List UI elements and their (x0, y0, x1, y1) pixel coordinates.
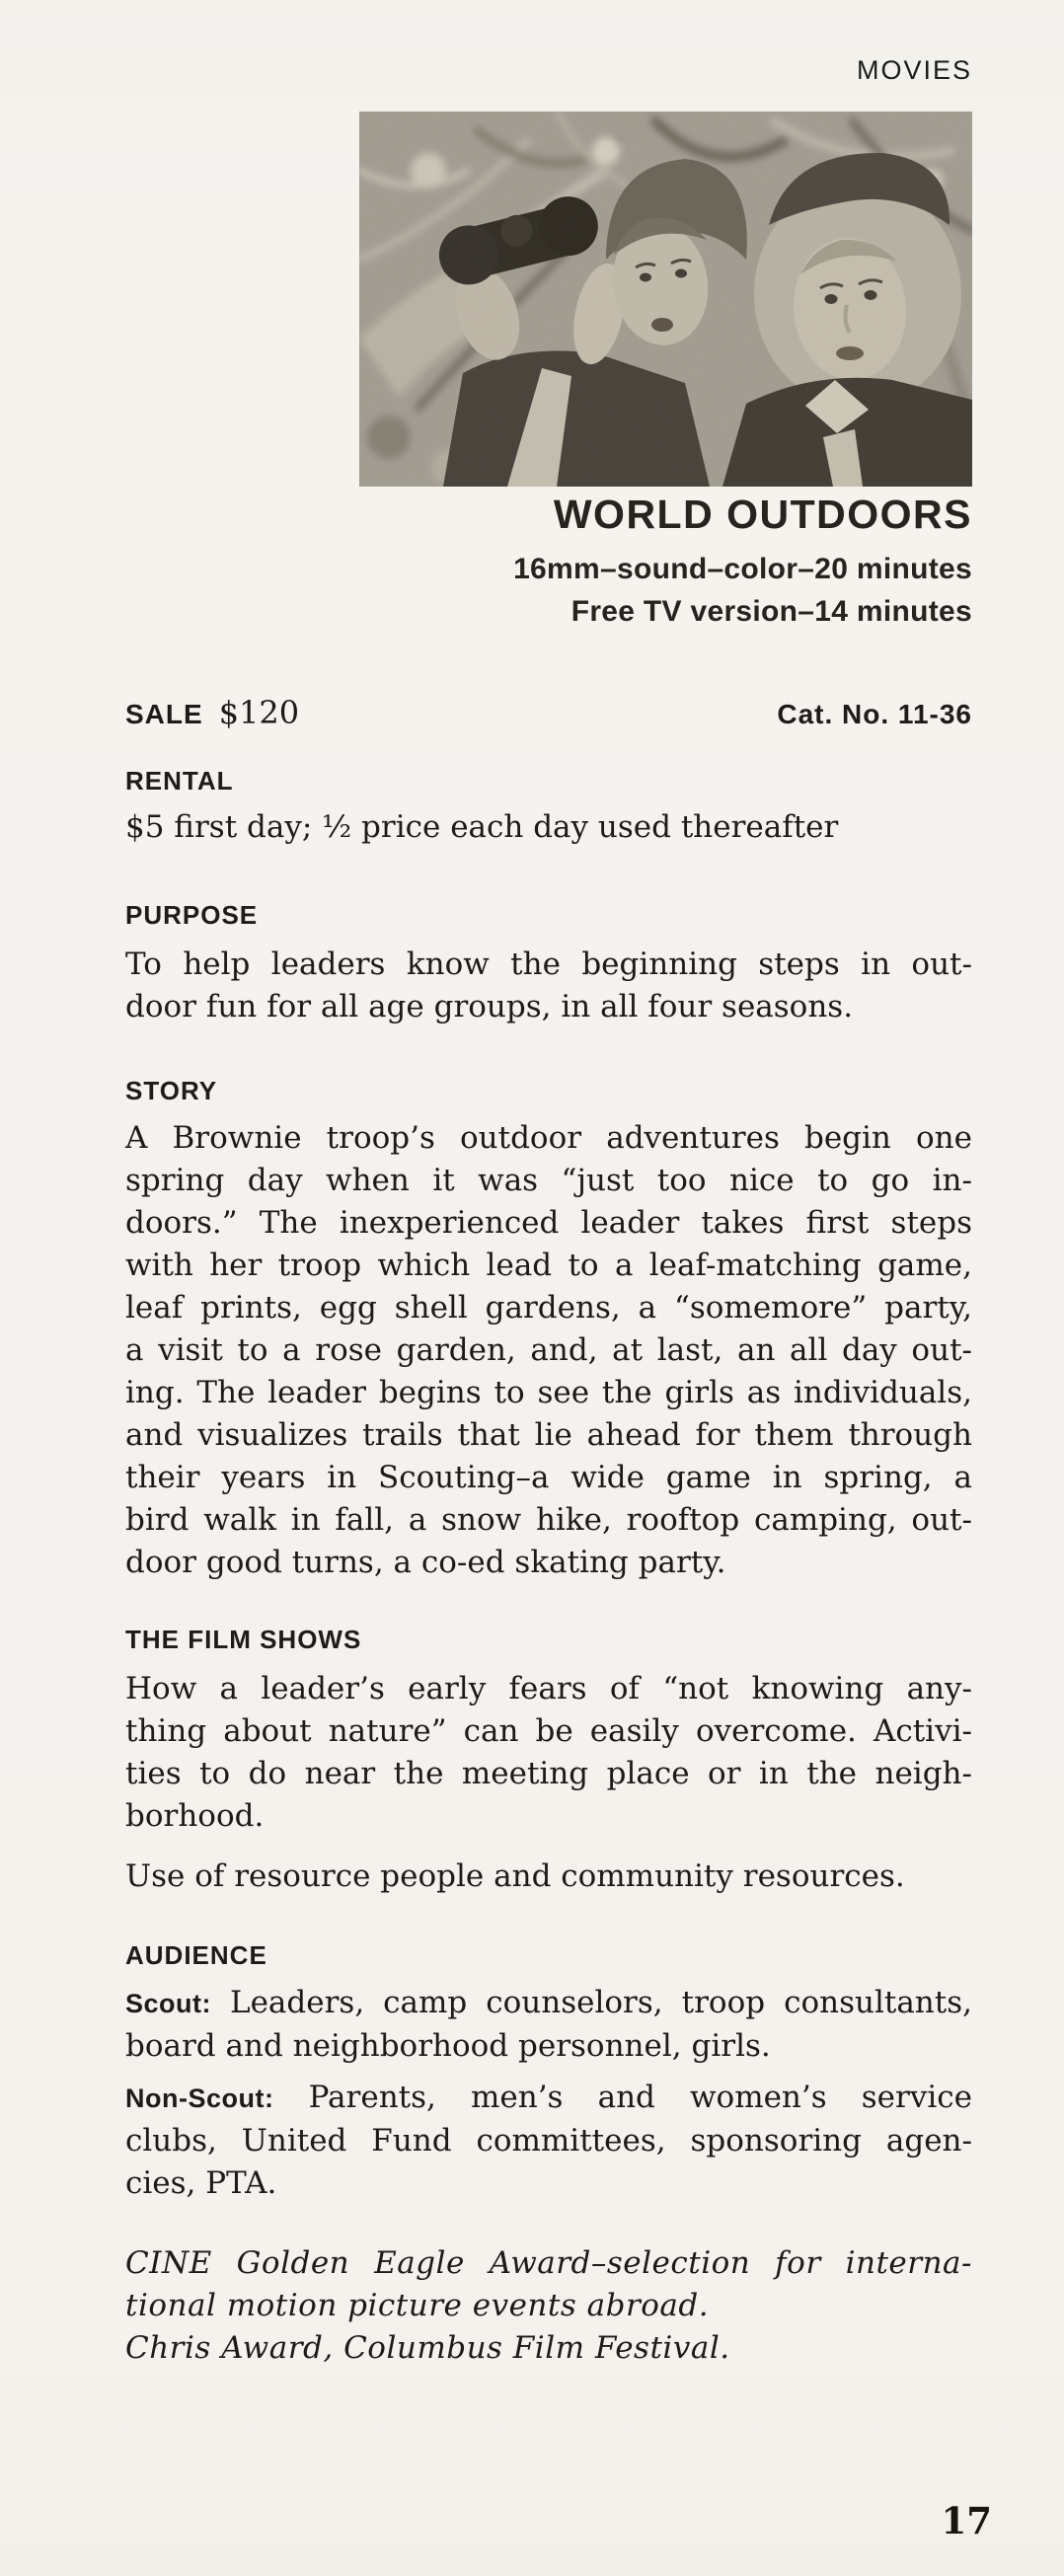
film-title: WORLD OUTDOORS (553, 492, 972, 537)
film-tv-version-line: Free TV version–14 minutes (570, 595, 972, 628)
sale-price: $120 (218, 694, 300, 731)
sale-label: SALE (125, 699, 203, 729)
story-paragraph: A Brownie troop’s outdoor adventures begin one spring day when it was “just too nice to go in- doors.” The inexperienced leader takes first steps with her troop which lead to a leaf-matching game, leaf prints, egg shell gardens, a “somemore” party, a visit to a rose garden, and, at last, an all day out- ing. The leader begins to see the girls as individuals, and visualizes trails that lie ahead for them through their years in Scouting–a wide game in spring, a bird walk in fall, a snow hike, rooftop camping, out- door good turns, a co-ed skating party. (125, 1120, 972, 1580)
section-label: MOVIES (856, 55, 972, 85)
film-shows-heading: THE FILM SHOWS (125, 1625, 362, 1654)
award-cine-paragraph: CINE Golden Eagle Award–selection for interna- tional motion picture events abroad. (125, 2245, 972, 2323)
film-shows-paragraph-2: Use of resource people and community resources. (125, 1858, 905, 1894)
film-still-illustration (359, 112, 972, 487)
page-number: 17 (941, 2499, 992, 2542)
audience-heading: AUDIENCE (125, 1940, 267, 1970)
purpose-heading: PURPOSE (125, 900, 259, 930)
sale-and-catalog-row (125, 694, 972, 731)
award-chris-paragraph: Chris Award, Columbus Film Festival. (125, 2330, 730, 2366)
story-heading: STORY (125, 1076, 218, 1105)
film-still-photo (359, 112, 972, 487)
audience-non-scout-paragraph: Non-Scout: Parents, men’s and women’s service clubs, United Fund committees, sponsoring agen- cies, PTA. (125, 2080, 972, 2201)
catalog-number: Cat. No. 11-36 (777, 699, 972, 729)
film-format-line: 16mm–sound–color–20 minutes (513, 553, 972, 585)
film-shows-paragraph-1: How a leader’s early fears of “not knowing any- thing about nature” can be easily overcome. Activi- ties to do near the meeting place or in the neigh- borhood. (125, 1671, 972, 1834)
audience-scout-paragraph: Scout: Leaders, camp counselors, troop consultants, board and neighborhood personnel, girls. (125, 1985, 972, 2064)
rental-terms: $5 first day; ½ price each day used thereafter (125, 809, 839, 845)
rental-heading: RENTAL (125, 766, 234, 796)
sale-price-group (125, 694, 299, 731)
purpose-paragraph: To help leaders know the beginning steps in out- door fun for all age groups, in all four seasons. (125, 947, 972, 1024)
